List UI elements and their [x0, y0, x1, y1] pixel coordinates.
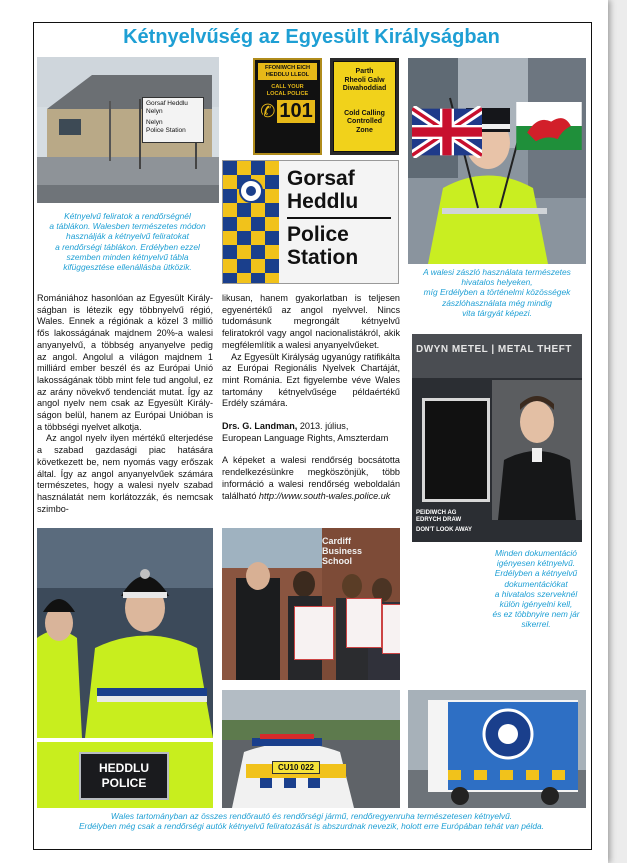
- caption-line: Erdélyben a kétnyelvű: [494, 568, 578, 579]
- police-website-link[interactable]: http://www.south-wales.police.uk: [258, 490, 391, 501]
- call-sign-line: HEDDLU LLEOL: [265, 71, 310, 78]
- article-column-2: [222, 293, 400, 502]
- article-paragraph: Romániához hasonlóan az Egyesült Király-ságban is létezik egy többnyelvű régió, Wales. Ennek a régiónak a közel 3 millió fős lakosságának majdnem 20%-a walesi anyanyelvű, a többség anyanyelve pedig az angol. Angolul a világon majdnem 1 milliárd ember beszél és az Európai Unió lakosságának több mint fele tud angolul, ez az arány növekvő tendenciát mutat. Így az angol nyelv nem csak az Egyesült Király-ságon belül, hanem az Európai Unióban is a többségi nyelvet alkotja.: [37, 293, 213, 432]
- caption-line: hivatalos helyeken,: [461, 277, 533, 288]
- cardiff-sign: [322, 536, 368, 566]
- caption-line: és ez többnyire nem jár: [492, 609, 580, 620]
- cardiff-sign-line: School: [322, 556, 353, 566]
- article-paragraph: likusan, hanem gyakorlatban is teljesen egyenértékű az angol nyelvvel. Nincs tudomásunk megrongált kétnyelvű feliratokról vagy angol nacionalistákról, akik megfélemlítik a walesi anyanyelvűeket.: [222, 293, 400, 350]
- page-title: Kétnyelvűség az Egyesült Királyságban: [123, 26, 500, 48]
- article-column-1: [37, 293, 213, 515]
- police-van-photo: [408, 690, 586, 808]
- poster-board: [422, 398, 490, 502]
- zone-sign-line: Cold Calling: [344, 109, 385, 117]
- credits-text: A képeket a walesi rendőrség bocsátotta rendelkezésünkre megköszönjük, több információ a walesi rendőrség weboldalán található: [222, 455, 400, 501]
- certificate: [346, 598, 382, 648]
- caption-line: Kétnyelvű feliratok a rendőrségnél: [64, 211, 191, 221]
- zone-sign-line: Parth: [355, 68, 374, 75]
- cold-calling-zone-sign-photo: [330, 58, 399, 155]
- caption-signs: [37, 211, 218, 272]
- station-sign-line: Nelyn: [146, 108, 163, 115]
- big-sign-divider: [287, 217, 391, 219]
- certificate: [382, 604, 400, 654]
- vest-line: HEDDLU: [99, 761, 149, 775]
- caption-line: Wales tartományban az összes rendőrautó és rendőrségi jármű, rendőregyenruha természetesen kétnyelvű.: [110, 811, 513, 821]
- caption-line: külön igényelni kell,: [499, 599, 573, 610]
- article-paragraph: Az Egyesült Királyság ugyanúgy ratifikálta az Európai Regionális Nyelvek Chartáját, mint Románia. Ezt figyelembe véve Wales tartomány kétnyelvűsége példaértékű Erdély számára.: [222, 351, 400, 409]
- poster-footer-line: EDRYCH DRAW: [416, 517, 462, 523]
- caption-line: szemben minden kétnyelvű tábla: [66, 251, 189, 262]
- welsh-flag: [516, 102, 582, 150]
- caption-vehicles: [34, 811, 589, 831]
- certificate: [294, 606, 334, 660]
- certificate-presentation-photo: [222, 528, 400, 680]
- officer-portrait: [492, 380, 582, 520]
- big-sign-line: Gorsaf: [287, 167, 355, 190]
- caption-line: igényesen kétnyelvű.: [496, 558, 576, 569]
- signature-name: Drs. G. Landman,: [222, 421, 298, 432]
- station-sign-line: Gorsaf Heddlu: [146, 100, 188, 107]
- signature: [222, 421, 400, 433]
- gorsaf-heddlu-sign-photo: [222, 160, 399, 284]
- caption-line: sikerrel.: [521, 619, 551, 630]
- caption-line: Erdélyben még csak a rendőrségi autók kétnyelvű feliratozását is abszurdnak nevezik, holott erre Európában tehát van példa.: [78, 821, 545, 832]
- battenburg-pattern: [223, 161, 279, 284]
- zone-sign-line: Controlled: [347, 118, 382, 125]
- station-sign-line: Police Station: [146, 127, 186, 134]
- call-sign-line: FFONIWCH EICH: [264, 65, 311, 71]
- zone-sign-line: Diwahoddiad: [342, 85, 387, 92]
- police-car-photo: [222, 690, 400, 808]
- caption-line: a rendőrségi táblákon. Erdélyben ezzel: [55, 241, 200, 252]
- call-101-sign-photo: [253, 58, 322, 155]
- number-plate: CU10 022: [272, 761, 320, 774]
- article-paragraph: Az angol nyelv ilyen mértékű elterjedése a szabad gazdasági piac hatására következett be, nem nyomás vagy erőszak által. Így az angol anyanyelvűek számára természetes, hogy a walesi nyelv szabad használatát nem korlátozzák, és nemcsak szimbo-: [37, 433, 213, 514]
- zone-sign-line: Rheoli Galw: [344, 76, 385, 84]
- call-sign-line: CALL YOUR: [271, 84, 304, 91]
- poster-footer-line: PEIDIWCH AG: [416, 510, 457, 516]
- caption-line: vita tárgyát képezi.: [462, 307, 532, 318]
- metal-theft-poster-photo: DWYN METEL | METAL THEFT PEIDIWCH AG EDRYCH DRAW DON'T LOOK AWAY: [412, 334, 582, 542]
- big-sign-line: Station: [287, 246, 359, 269]
- signature-organization: European Language Rights, Amszterdam: [222, 432, 389, 443]
- caption-line: míg Erdélyben a történelmi közösségek: [423, 287, 571, 298]
- signature-date: 2013. július,: [297, 421, 349, 432]
- caption-documentation: [487, 548, 585, 630]
- caption-line: kifüggesztése ellenállásba ütközik.: [63, 262, 192, 273]
- zone-sign-line: Zone: [356, 126, 373, 134]
- officers-crowd-photo: [37, 528, 213, 738]
- call-sign-number: 101: [279, 100, 313, 123]
- phone-icon: ✆: [260, 101, 276, 122]
- station-sign-line: Nelyn: [146, 119, 163, 126]
- caption-line: zászlóhasználata még mindig: [442, 297, 552, 308]
- caption-line: Minden dokumentáció: [495, 548, 577, 558]
- police-station-photo: [37, 57, 219, 203]
- caption-line: használják a kétnyelvű feliratokat: [66, 231, 189, 242]
- poster-footer-line: DON'T LOOK AWAY: [416, 527, 472, 533]
- caption-line: A walesi zászló használata természetes: [423, 267, 571, 277]
- officer-with-flags-photo: [408, 58, 586, 264]
- caption-line: a hivatalos szerveknél: [494, 588, 578, 599]
- big-sign-line: Police: [287, 223, 349, 246]
- cardiff-sign-line: Cardiff: [322, 536, 351, 546]
- cardiff-sign-line: Business: [322, 546, 363, 556]
- caption-line: dokumentációkat: [504, 578, 568, 589]
- union-jack-flag: [412, 106, 482, 158]
- heddlu-police-vest-photo: [37, 742, 213, 808]
- call-sign-line: LOCAL POLICE: [266, 90, 309, 97]
- caption-line: a táblákon. Walesben természetes módon: [49, 221, 206, 232]
- big-sign-line: Heddlu: [287, 190, 359, 213]
- station-sign: [142, 97, 204, 143]
- poster-header-left: DWYN METEL: [416, 344, 489, 355]
- vest-panel: [79, 752, 169, 800]
- vest-line: POLICE: [101, 776, 147, 790]
- article-paragraph-credits: [222, 455, 400, 502]
- poster-header-right: METAL THEFT: [497, 344, 572, 355]
- caption-flags: [408, 267, 586, 318]
